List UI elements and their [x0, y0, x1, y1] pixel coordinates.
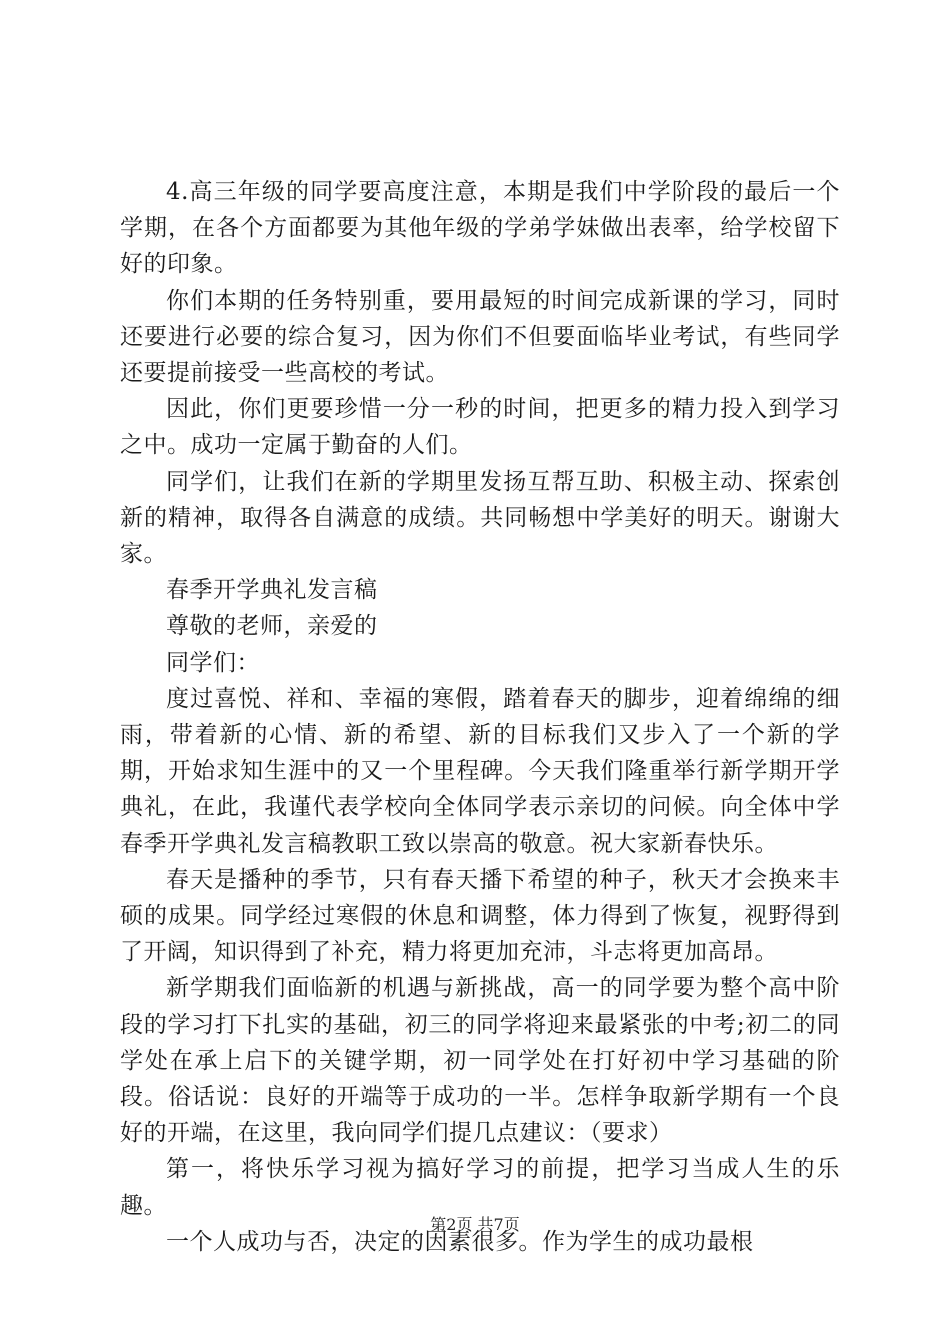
document-body — [120, 174, 840, 1260]
paragraph-cherish-time: 因此，你们更要珍惜一分一秒的时间，把更多的精力投入到学习之中。成功一定属于勤奋的人们。 — [120, 396, 840, 459]
paragraph-senior-notice: 4.高三年级的同学要高度注意，本期是我们中学阶段的最后一个学期，在各个方面都要为其他年级的学弟学妹做出表率，给学校留下好的印象。 — [120, 179, 840, 278]
paragraph-new-semester: 新学期我们面临新的机遇与新挑战，高一的同学要为整个高中阶段的学习打下扎实的基础，初三的同学将迎来最紧张的中考;初二的同学处在承上启下的关键学期，初一同学处在打好初中学习基础的阶段。俗话说：良好的开端等于成功的一半。怎样争取新学期有一个良好的开端，在这里，我向同学们提几点建议：（要求） — [120, 975, 840, 1147]
speech-title: 春季开学典礼发言稿 — [166, 577, 378, 604]
paragraph-success: 一个人成功与否，决定的因素很多。作为学生的成功最根 — [166, 1228, 754, 1255]
paragraph-senior-task: 你们本期的任务特别重，要用最短的时间完成新课的学习，同时还要进行必要的综合复习，因为你们不但要面临毕业考试，有些同学还要提前接受一些高校的考试。 — [120, 287, 840, 387]
salutation-line-2: 同学们： — [166, 649, 260, 676]
paragraph-first-suggestion: 第一，将快乐学习视为搞好学习的前提，把学习当成人生的乐趣。 — [120, 1156, 840, 1219]
paragraph-spring: 春天是播种的季节，只有春天播下希望的种子，秋天才会换来丰硕的成果。同学经过寒假的休息和调整，体力得到了恢复，视野得到了开阔，知识得到了补充，精力将更加充沛，斗志将更加高昂。 — [120, 866, 840, 966]
paragraph-opening: 度过喜悦、祥和、幸福的寒假，踏着春天的脚步，迎着绵绵的细雨，带着新的心情、新的希望、新的目标我们又步入了一个新的学期，开始求知生涯中的又一个里程碑。今天我们隆重举行新学期开学典礼，在此，我谨代表学校向全体同学表示亲切的问候。向全体中学春季开学典礼发言稿教职工致以崇高的敬意。祝大家新春快乐。 — [120, 685, 840, 857]
page-number-footer: 第2页 共7页 — [430, 1215, 520, 1234]
salutation-line-1: 尊敬的老师，亲爱的 — [166, 613, 378, 640]
paragraph-closing: 同学们，让我们在新的学期里发扬互帮互助、积极主动、探索创新的精神，取得各自满意的成绩。共同畅想中学美好的明天。谢谢大家。 — [120, 468, 840, 568]
